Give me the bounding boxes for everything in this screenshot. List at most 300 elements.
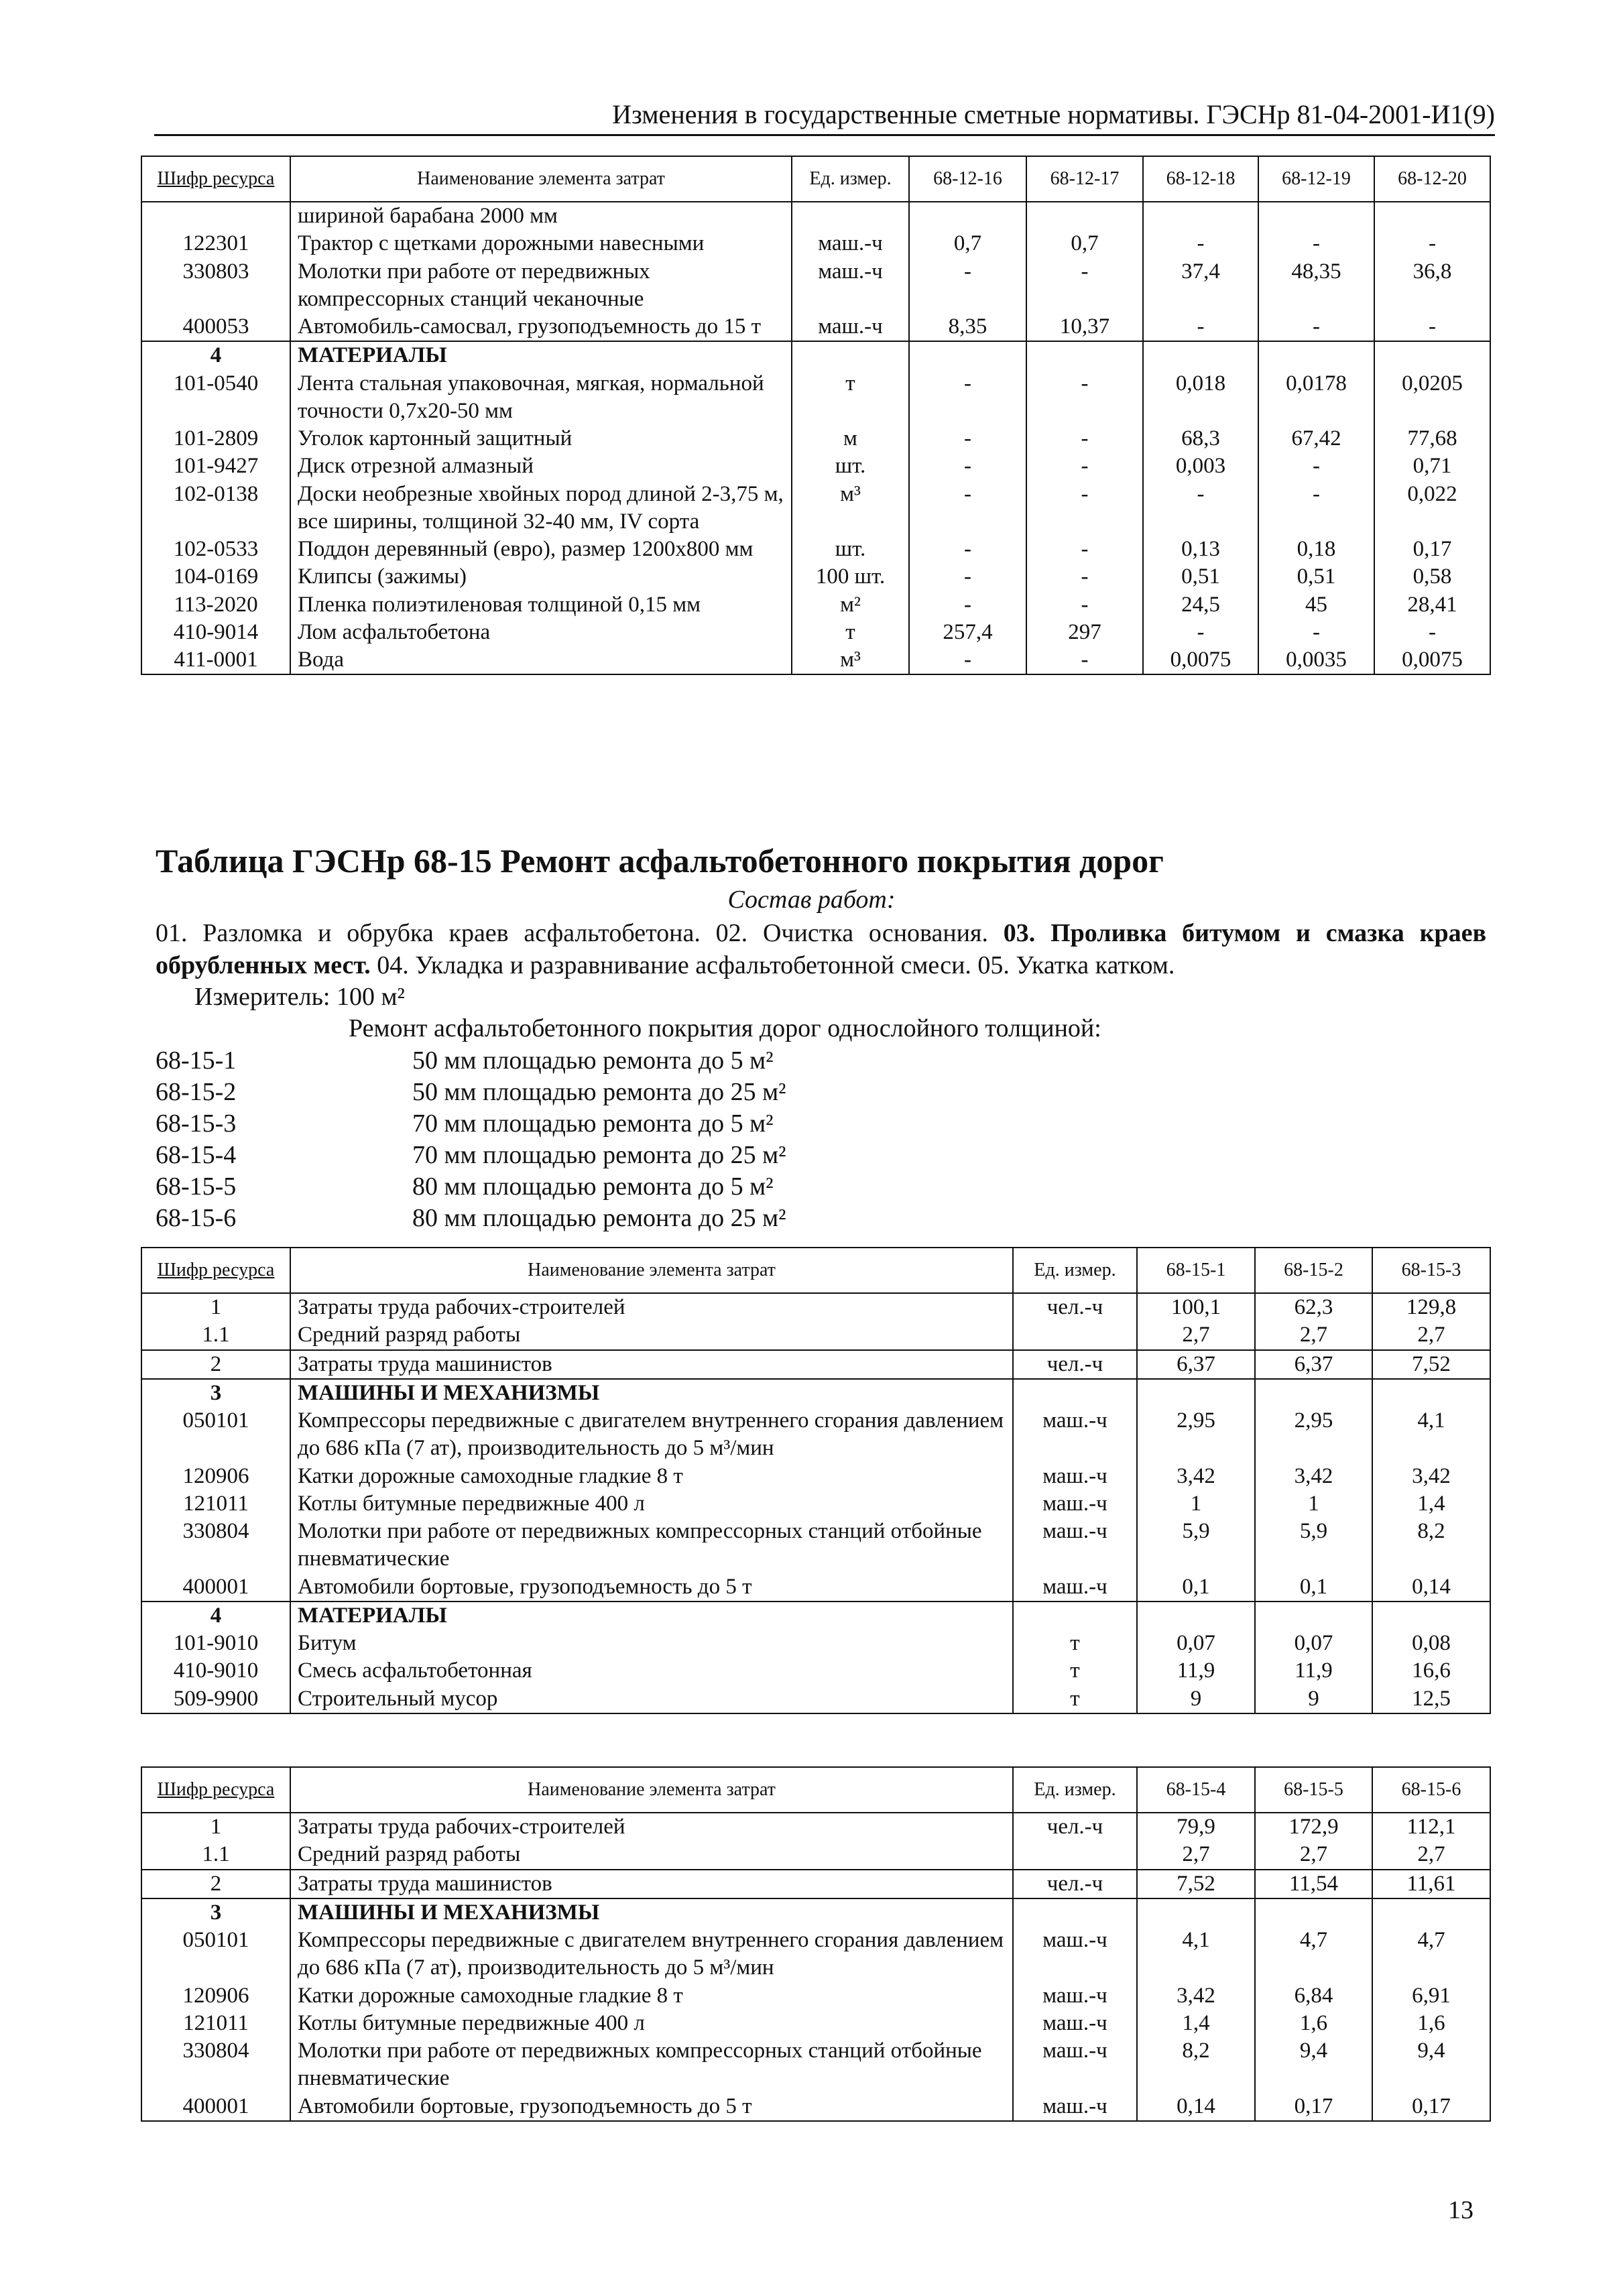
cell-value [1026,341,1143,369]
cell-resource-code: 102-0533 [141,536,290,563]
section-header-row [141,341,1490,369]
cell-value: 11,61 [1372,1870,1490,1898]
cell-value: 0,17 [1374,536,1490,563]
table-row [141,1350,1490,1379]
cell-unit: маш.-ч [1013,2093,1137,2121]
cell-value: 0,51 [1258,563,1374,591]
cell-value: 0,17 [1255,2093,1372,2121]
cell-unit [1013,1841,1137,1869]
cell-unit: м³ [792,646,909,674]
resource-table-68-15-1-3 [141,1247,1491,1714]
cell-cost-element: Средний разряд работы [290,1841,1013,1869]
cell-value: 68,3 [1143,425,1258,452]
cell-cost-element: МАТЕРИАЛЫ [290,1602,1013,1630]
cell-unit: шт. [792,452,909,480]
cell-value: 4,1 [1137,1927,1255,1982]
cell-cost-element: Уголок картонный защитный [290,425,792,452]
header-unit: Ед. измер. [792,156,909,202]
header-col: 68-12-16 [909,156,1026,202]
cell-unit: т [792,619,909,646]
cell-value: - [1026,425,1143,452]
cell-value: 7,52 [1137,1870,1255,1898]
composition-label: Состав работ: [727,886,896,914]
cell-value: 1,4 [1372,1490,1490,1518]
cell-value: 5,9 [1255,1518,1372,1573]
cell-value: - [1258,230,1374,257]
table-row [141,1841,1490,1869]
cell-unit: чел.-ч [1013,1870,1137,1898]
cell-value: 8,2 [1372,1518,1490,1573]
cell-unit: маш.-ч [1013,1927,1137,1982]
cell-value: 297 [1026,619,1143,646]
table-row [141,619,1490,646]
cell-value: - [909,258,1026,314]
cell-value: - [909,646,1026,674]
cell-value: 0,7 [1026,230,1143,257]
cell-value: 6,84 [1255,1982,1372,2010]
cell-value: 37,4 [1143,258,1258,314]
table-row [141,1518,1490,1573]
norm-code: 68-15-5 [156,1172,237,1201]
header-unit: Ед. измер. [1013,1248,1137,1293]
cell-resource-code: 1 [141,1813,290,1841]
cell-value: 1 [1137,1490,1255,1518]
cell-resource-code: 1.1 [141,1841,290,1869]
table-row [141,1927,1490,1982]
cell-value: - [909,591,1026,619]
table-row [141,481,1490,536]
table-row [141,2010,1490,2037]
cell-resource-code: 400001 [141,1573,290,1602]
table-row [141,1321,1490,1349]
cell-resource-code: 2 [141,1350,290,1379]
cell-value: 0,14 [1372,1573,1490,1602]
cell-value: - [1374,230,1490,257]
cell-cost-element: Молотки при работе от передвижных компрессорных станций отбойные пневматические [290,2037,1013,2093]
running-header [154,87,1495,136]
cell-value: 112,1 [1372,1813,1490,1841]
cell-value: 1,4 [1137,2010,1255,2037]
cell-cost-element: Автомобили бортовые, грузоподъемность до 5 т [290,2093,1013,2121]
repair-caption: Ремонт асфальтобетонного покрытия дорог однослойного толщиной: [349,1014,1101,1042]
cell-value: 5,9 [1137,1518,1255,1573]
cell-cost-element: Затраты труда рабочих-строителей [290,1813,1013,1841]
cell-value: 62,3 [1255,1293,1372,1321]
cell-value [1026,202,1143,230]
cell-value: - [909,536,1026,563]
cell-value: 2,7 [1372,1321,1490,1349]
cell-resource-code: 3 [141,1379,290,1407]
cell-value: 6,37 [1255,1350,1372,1379]
cell-value: 0,51 [1143,563,1258,591]
cell-value: - [1026,536,1143,563]
cell-unit: маш.-ч [1013,1463,1137,1490]
cell-cost-element: Котлы битумные передвижные 400 л [290,2010,1013,2037]
table-row [141,1490,1490,1518]
cell-value: 6,37 [1137,1350,1255,1379]
cell-value: - [1143,230,1258,257]
cell-value: - [1258,619,1374,646]
cell-value: - [1026,646,1143,674]
section-header-row [141,1379,1490,1407]
table-row [141,1870,1490,1898]
cell-cost-element: Затраты труда машинистов [290,1350,1013,1379]
cell-value [1374,341,1490,369]
cell-cost-element: Затраты труда рабочих-строителей [290,1293,1013,1321]
cell-value: - [1026,258,1143,314]
norm-description: 50 мм площадью ремонта до 5 м² [412,1046,774,1075]
cell-value: - [1258,452,1374,480]
cell-value: 11,9 [1255,1657,1372,1685]
cell-unit [1013,1379,1137,1407]
cell-cost-element: Катки дорожные самоходные гладкие 8 т [290,1463,1013,1490]
cell-unit [792,202,909,230]
cell-resource-code: 121011 [141,1490,290,1518]
table-row [141,1982,1490,2010]
table-row [141,425,1490,452]
cell-unit: м [792,425,909,452]
cell-value: 0,08 [1372,1630,1490,1657]
cell-value: 12,5 [1372,1685,1490,1713]
norm-description: 80 мм площадью ремонта до 5 м² [412,1172,774,1201]
cell-value: 8,2 [1137,2037,1255,2093]
cell-value: - [1374,313,1490,341]
cell-value: 0,022 [1374,481,1490,536]
cell-cost-element: Лента стальная упаковочная, мягкая, нормальной точности 0,7х20-50 мм [290,370,792,426]
cell-resource-code: 050101 [141,1407,290,1463]
cell-value: 9 [1255,1685,1372,1713]
cell-value: 129,8 [1372,1293,1490,1321]
cell-resource-code: 330803 [141,258,290,314]
cell-resource-code: 410-9014 [141,619,290,646]
cell-value [909,341,1026,369]
cell-value: 1 [1255,1490,1372,1518]
norm-code: 68-15-2 [156,1078,237,1106]
cell-value: 1,6 [1255,2010,1372,2037]
cell-value: - [1374,619,1490,646]
cell-resource-code: 101-9010 [141,1630,290,1657]
table-row [141,2037,1490,2093]
cell-value: 0,13 [1143,536,1258,563]
cell-resource-code: 4 [141,1602,290,1630]
norm-description: 70 мм площадью ремонта до 25 м² [412,1141,786,1169]
cell-cost-element: Автомобиль-самосвал, грузоподъемность до 15 т [290,313,792,341]
cell-value: 0,58 [1374,563,1490,591]
cell-value: 2,95 [1137,1407,1255,1463]
cell-resource-code: 411-0001 [141,646,290,674]
cell-value: - [909,370,1026,426]
cell-value: 9,4 [1255,2037,1372,2093]
cell-value: 0,0075 [1143,646,1258,674]
cell-resource-code: 330804 [141,2037,290,2093]
cell-value: 0,0075 [1374,646,1490,674]
cell-value: 4,1 [1372,1407,1490,1463]
cell-unit: маш.-ч [1013,1982,1137,2010]
cell-value: 0,018 [1143,370,1258,426]
cell-value: - [1143,313,1258,341]
header-code: Шифр ресурса [141,1767,290,1813]
header-col: 68-12-18 [1143,156,1258,202]
cell-resource-code: 120906 [141,1463,290,1490]
header-col: 68-15-2 [1255,1248,1372,1293]
cell-unit: маш.-ч [792,230,909,257]
table-row [141,1813,1490,1841]
cell-value: 0,1 [1137,1573,1255,1602]
table-header-row [141,1767,1490,1813]
table-row [141,2093,1490,2121]
cell-cost-element: Строительный мусор [290,1685,1013,1713]
cell-unit: т [1013,1630,1137,1657]
cell-cost-element: шириной барабана 2000 мм [290,202,792,230]
cell-resource-code: 400001 [141,2093,290,2121]
norm-code: 68-15-1 [156,1046,237,1075]
cell-resource-code: 101-0540 [141,370,290,426]
cell-unit: шт. [792,536,909,563]
cell-value [1255,1379,1372,1407]
cell-value: 10,37 [1026,313,1143,341]
cell-value [909,202,1026,230]
cell-cost-element: Диск отрезной алмазный [290,452,792,480]
cell-value: 1,6 [1372,2010,1490,2037]
table-row [141,1573,1490,1602]
header-col: 68-12-20 [1374,156,1490,202]
cell-cost-element: Затраты труда машинистов [290,1870,1013,1898]
cell-value: 0,7 [909,230,1026,257]
cell-cost-element: Котлы битумные передвижные 400 л [290,1490,1013,1518]
cell-cost-element: МАШИНЫ И МЕХАНИЗМЫ [290,1379,1013,1407]
cell-value: 0,1 [1255,1573,1372,1602]
cell-resource-code: 113-2020 [141,591,290,619]
table-row [141,563,1490,591]
cell-resource-code: 104-0169 [141,563,290,591]
cell-value: 257,4 [909,619,1026,646]
table-row [141,313,1490,341]
cell-unit [1013,1321,1137,1349]
cell-value: - [909,481,1026,536]
cell-unit: м² [792,591,909,619]
table-row [141,230,1490,257]
cell-value [1372,1898,1490,1927]
cell-value: - [1143,481,1258,536]
cell-unit: маш.-ч [1013,1490,1137,1518]
cell-value: - [1026,481,1143,536]
header-col: 68-15-5 [1255,1767,1372,1813]
header-col: 68-12-19 [1258,156,1374,202]
cell-value: 11,9 [1137,1657,1255,1685]
cell-value: 24,5 [1143,591,1258,619]
cell-value [1143,341,1258,369]
cell-value: 28,41 [1374,591,1490,619]
cell-value: 77,68 [1374,425,1490,452]
cell-value: - [909,425,1026,452]
cell-value: - [1258,481,1374,536]
cell-unit: т [792,370,909,426]
norm-description: 80 мм площадью ремонта до 25 м² [412,1204,786,1232]
cell-value [1258,341,1374,369]
header-unit: Ед. измер. [1013,1767,1137,1813]
cell-value: 2,7 [1137,1841,1255,1869]
table-row [141,646,1490,674]
cell-value: 48,35 [1258,258,1374,314]
cell-value: 0,07 [1255,1630,1372,1657]
header-col: 68-15-4 [1137,1767,1255,1813]
norm-code: 68-15-6 [156,1204,237,1232]
cell-cost-element: Клипсы (зажимы) [290,563,792,591]
cell-cost-element: Молотки при работе от передвижных компрессорных станций чеканочные [290,258,792,314]
cell-resource-code: 330804 [141,1518,290,1573]
cell-cost-element: Лом асфальтобетона [290,619,792,646]
document-title: Изменения в государственные сметные нормативы. ГЭСНр 81-04-2001-И1(9) [612,99,1495,129]
cell-unit: т [1013,1685,1137,1713]
table-row [141,1293,1490,1321]
cell-value: - [1026,591,1143,619]
cell-value: 0,0035 [1258,646,1374,674]
cell-value [1255,1602,1372,1630]
cell-value: - [1026,452,1143,480]
cell-unit: чел.-ч [1013,1813,1137,1841]
cell-cost-element: МАТЕРИАЛЫ [290,341,792,369]
cell-cost-element: Пленка полиэтиленовая толщиной 0,15 мм [290,591,792,619]
header-col: 68-15-3 [1372,1248,1490,1293]
cell-resource-code [141,202,290,230]
resource-table-68-12 [141,156,1491,675]
cell-value: - [1143,619,1258,646]
cell-unit: маш.-ч [1013,2010,1137,2037]
header-code: Шифр ресурса [141,156,290,202]
cell-resource-code: 1.1 [141,1321,290,1349]
cell-cost-element: Поддон деревянный (евро), размер 1200х800 мм [290,536,792,563]
cell-resource-code: 122301 [141,230,290,257]
table-row [141,202,1490,230]
cell-value [1137,1898,1255,1927]
cell-unit: маш.-ч [792,258,909,314]
cell-unit: маш.-ч [792,313,909,341]
header-col: 68-12-17 [1026,156,1143,202]
cell-resource-code: 3 [141,1898,290,1927]
cell-resource-code: 509-9900 [141,1685,290,1713]
cell-value: 2,7 [1372,1841,1490,1869]
cell-value: 16,6 [1372,1657,1490,1685]
cell-value [1137,1602,1255,1630]
cell-value: 45 [1258,591,1374,619]
header-name: Наименование элемента затрат [290,1248,1013,1293]
cell-value: 9,4 [1372,2037,1490,2093]
cell-unit: маш.-ч [1013,1573,1137,1602]
cell-unit: маш.-ч [1013,1518,1137,1573]
cell-resource-code: 101-9427 [141,452,290,480]
cell-value: 0,003 [1143,452,1258,480]
cell-cost-element: Вода [290,646,792,674]
cell-unit: маш.-ч [1013,2037,1137,2093]
cell-unit: чел.-ч [1013,1350,1137,1379]
cell-cost-element: Компрессоры передвижные с двигателем внутреннего сгорания давлением до 686 кПа (7 ат), производительность до 5 м³/мин [290,1407,1013,1463]
cell-value [1143,202,1258,230]
cell-value: 0,14 [1137,2093,1255,2121]
norm-code: 68-15-4 [156,1141,237,1169]
cell-value: 2,7 [1255,1841,1372,1869]
cell-value: 0,17 [1372,2093,1490,2121]
table-row [141,1630,1490,1657]
cell-value: 3,42 [1137,1463,1255,1490]
cell-value [1372,1602,1490,1630]
header-name: Наименование элемента затрат [290,156,792,202]
table-row [141,452,1490,480]
table-row [141,370,1490,426]
composition-text: 01. Разломка и обрубка краев асфальтобетона. 02. Очистка основания. 03. Проливка битумом и смазка краев обрубленных мест. 04. Укладка и разравнивание асфальтобетонной смеси. 05. Укатка катком. [156,919,1486,979]
cell-unit: чел.-ч [1013,1293,1137,1321]
table-row [141,1463,1490,1490]
cell-value: 172,9 [1255,1813,1372,1841]
cell-value: 4,7 [1255,1927,1372,1982]
cell-cost-element: МАШИНЫ И МЕХАНИЗМЫ [290,1898,1013,1927]
cell-value: - [1258,313,1374,341]
cell-value [1372,1379,1490,1407]
cell-value: 36,8 [1374,258,1490,314]
cell-value: 4,7 [1372,1927,1490,1982]
header-col: 68-15-1 [1137,1248,1255,1293]
cell-resource-code: 2 [141,1870,290,1898]
cell-resource-code: 120906 [141,1982,290,2010]
cell-value [1258,202,1374,230]
cell-unit: маш.-ч [1013,1407,1137,1463]
cell-value: 0,07 [1137,1630,1255,1657]
table-row [141,1685,1490,1713]
cell-value: 3,42 [1137,1982,1255,2010]
cell-value: - [1026,563,1143,591]
table-row [141,1407,1490,1463]
norm-description: 70 мм площадью ремонта до 5 м² [412,1109,774,1138]
cell-value: - [909,563,1026,591]
cell-value: 2,7 [1255,1321,1372,1349]
table-header-row [141,156,1490,202]
cell-unit: м³ [792,481,909,536]
cell-resource-code: 102-0138 [141,481,290,536]
cell-unit: 100 шт. [792,563,909,591]
table-title: Таблица ГЭСНр 68-15 Ремонт асфальтобетонного покрытия дорог [156,842,1164,880]
cell-value: 7,52 [1372,1350,1490,1379]
cell-cost-element: Средний разряд работы [290,1321,1013,1349]
cell-value: 9 [1137,1685,1255,1713]
cell-cost-element: Автомобили бортовые, грузоподъемность до 5 т [290,1573,1013,1602]
page-number: 13 [1448,2196,1474,2224]
table-row [141,591,1490,619]
cell-cost-element: Молотки при работе от передвижных компрессорных станций отбойные пневматические [290,1518,1013,1573]
cell-unit [792,341,909,369]
cell-cost-element: Битум [290,1630,1013,1657]
cell-value: 0,18 [1258,536,1374,563]
cell-value [1255,1898,1372,1927]
norm-code: 68-15-3 [156,1109,237,1138]
cell-value: 3,42 [1372,1463,1490,1490]
header-col: 68-15-6 [1372,1767,1490,1813]
cell-value: 0,71 [1374,452,1490,480]
table-header-row [141,1248,1490,1293]
cell-value: - [1026,370,1143,426]
cell-resource-code: 050101 [141,1927,290,1982]
cell-resource-code: 1 [141,1293,290,1321]
table-row [141,536,1490,563]
table-row [141,258,1490,314]
cell-resource-code: 410-9010 [141,1657,290,1685]
cell-value: 79,9 [1137,1813,1255,1841]
cell-value: 67,42 [1258,425,1374,452]
cell-value [1137,1379,1255,1407]
cell-value: 11,54 [1255,1870,1372,1898]
cell-cost-element: Смесь асфальтобетонная [290,1657,1013,1685]
cell-value: 2,7 [1137,1321,1255,1349]
cell-value: 0,0178 [1258,370,1374,426]
header-code: Шифр ресурса [141,1248,290,1293]
